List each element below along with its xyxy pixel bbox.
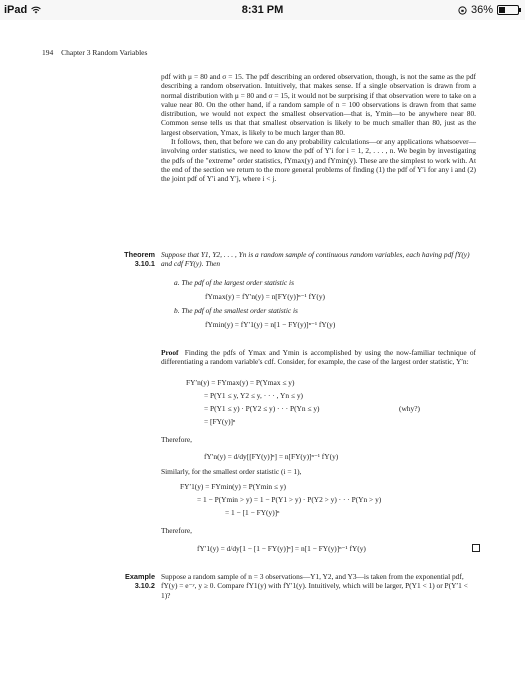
battery-percent: 36% — [470, 4, 493, 16]
proof-eq-9: fY′1(y) = d/dy[1 − [1 − FY(y)]ⁿ] = n[1 − FY(y)]ⁿ⁻¹ fY(y) — [197, 544, 366, 553]
battery-fill — [499, 7, 505, 13]
proof-text — [161, 348, 476, 367]
running-head — [42, 48, 147, 57]
proof-eq-6: FY′1(y) = FYmin(y) = P(Ymin ≤ y) — [180, 482, 286, 491]
proof-why: (why?) — [399, 404, 420, 413]
proof-similarly: Similarly, for the smallest order statistic (i = 1), — [161, 467, 302, 476]
page-number: 194 — [42, 48, 54, 57]
proof-eq-2: = P(Y1 ≤ y, Y2 ≤ y, · · · , Yn ≤ y) — [204, 391, 303, 400]
theorem-equation-a: fYmax(y) = fY′n(y) = n[FY(y)]ⁿ⁻¹ fY(y) — [205, 292, 325, 301]
example-label-word: Example — [124, 572, 155, 581]
orientation-lock-icon — [458, 6, 467, 15]
status-bar — [0, 0, 525, 20]
status-time: 8:31 PM — [241, 4, 284, 16]
proof-eq-7: = 1 − P(Ymin > y) = 1 − P(Y1 > y) · P(Y2 > y) · · · P(Yn > y) — [197, 495, 382, 504]
battery-icon — [497, 5, 519, 15]
chapter-title: Chapter 3 Random Variables — [61, 48, 148, 57]
proof-therefore-2: Therefore, — [161, 526, 192, 535]
example-label-number: 3.10.2 — [134, 581, 155, 590]
theorem-equation-b: fYmin(y) = fY′1(y) = n[1 − FY(y)]ⁿ⁻¹ fY(y) — [205, 320, 336, 329]
theorem-part-a: a. The pdf of the largest order statistic is — [174, 278, 294, 287]
proof-eq-3: = P(Y1 ≤ y) · P(Y2 ≤ y) · · · P(Yn ≤ y) — [204, 404, 320, 413]
qed-square-icon — [472, 544, 480, 552]
intro-text — [161, 72, 476, 184]
proof-heading: Proof — [161, 348, 179, 357]
proof-therefore-1: Therefore, — [161, 435, 192, 444]
proof-body: Finding the pdfs of Ymax and Ymin is accomplished by using the now-familiar technique of differentiating a random variable's cdf. Consider, for example, the case of the largest order statistic, Y′n: — [161, 348, 476, 367]
proof-eq-1: FY′n(y) = FYmax(y) = P(Ymax ≤ y) — [186, 378, 295, 387]
theorem-label — [100, 250, 155, 268]
example-label — [100, 572, 155, 590]
proof-eq-4: = [FY(y)]ⁿ — [204, 417, 236, 426]
theorem-label-word: Theorem — [124, 250, 155, 259]
theorem-statement: Suppose that Y1, Y2, . . . , Yn is a random sample of continuous random variables, each having pdf fY(y) and cdf FY(y). Then — [161, 250, 470, 269]
theorem-part-b: b. The pdf of the smallest order statistic is — [174, 306, 298, 315]
intro-paragraph-1: pdf with μ = 80 and σ = 15. The pdf describing an ordered observation, though, is not the same as the pdf describing a random observation. Intuitively, that makes sense. If a single observation is drawn from a normal distribution with μ = 80 and σ = 15, it would not be surprising if that observation were to take on a value near 80. On the other hand, if a random sample of n = 100 observations is drawn from that same distribution, we would not expect the smallest observation—that is, Ymin—to be anywhere near 80. Common sense tells us that that smallest observation is likely to be much smaller than 80, just as the largest observation, Ymax, is likely to be much larger than 80. — [161, 72, 476, 137]
device-name: iPad — [4, 4, 28, 16]
proof-eq-5: fY′n(y) = d/dy[[FY(y)]ⁿ] = n[FY(y)]ⁿ⁻¹ fY(y) — [204, 452, 339, 461]
book-page — [0, 20, 525, 700]
intro-paragraph-2: It follows, then, that before we can do any probability calculations—or any applications whatsoever—involving order statistics, we need to know the pdf of Y′i for i = 1, 2, . . . , n. We begin by investigating the pdfs of the "extreme" order statistics, fYmax(y) and fYmin(y). These are the simplest to work with. At the end of the section we return to the more general problems of finding (1) the pdf of Y′i for any i and (2) the joint pdf of Y′i and Y′j, where i < j. — [161, 137, 476, 184]
status-right — [458, 4, 519, 16]
example-text: Suppose a random sample of n = 3 observations—Y1, Y2, and Y3—is taken from the exponential pdf, fY(y) = e⁻ʸ, y ≥ 0. Compare fY1(y) with fY′1(y). Intuitively, which will be larger, P(Y1 < 1) or P(Y′1 < 1)? — [161, 572, 468, 600]
theorem-label-number: 3.10.1 — [134, 259, 155, 268]
proof-eq-8: = 1 − [1 − FY(y)]ⁿ — [225, 508, 280, 517]
